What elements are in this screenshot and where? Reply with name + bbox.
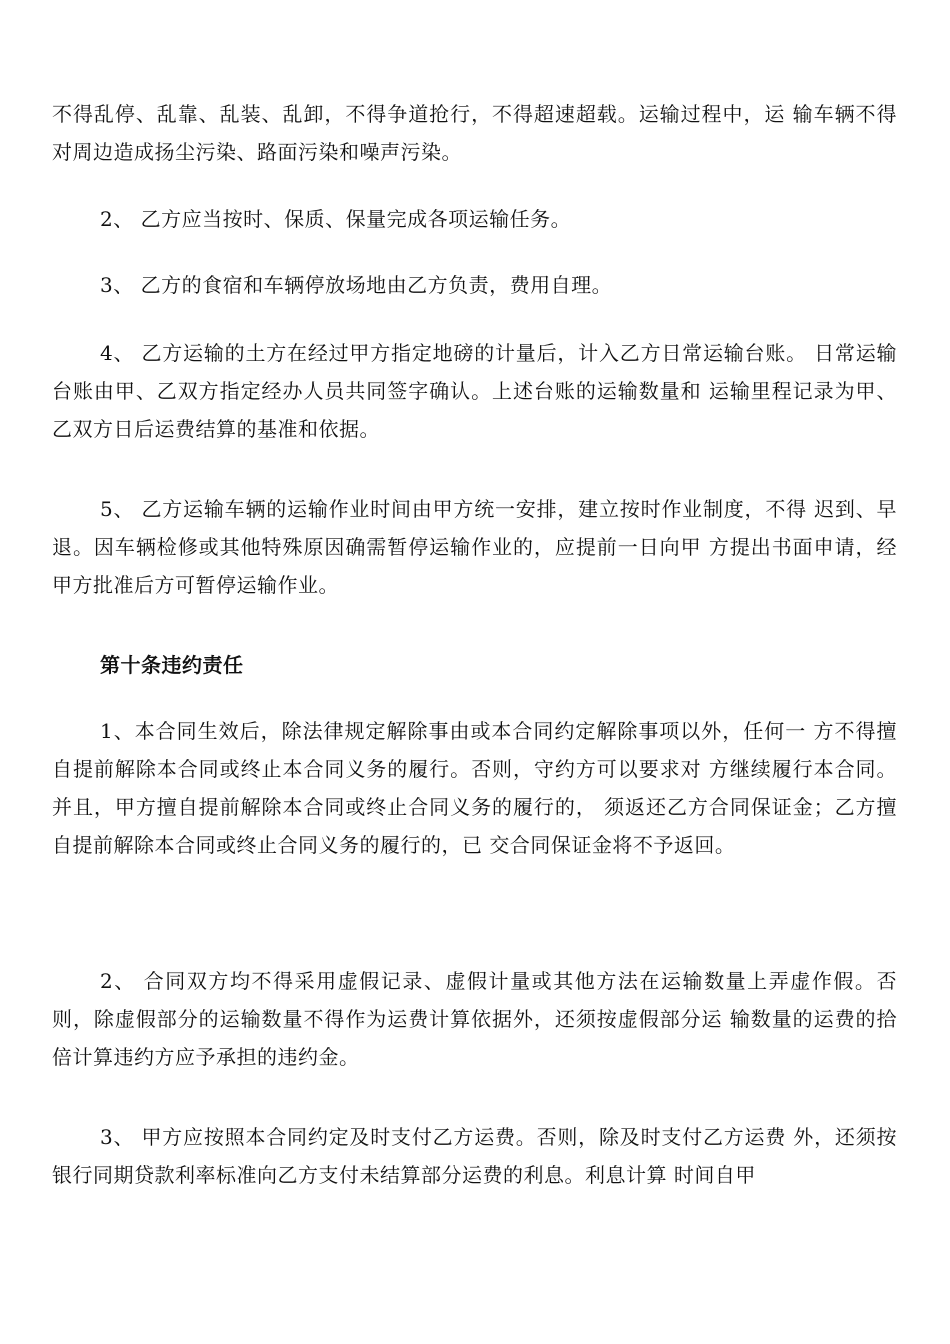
paragraph-item-3: 3、 乙方的食宿和车辆停放场地由乙方负责，费用自理。 <box>100 273 613 297</box>
section-heading-article-10: 第十条违约责任 <box>100 653 244 677</box>
paragraph-item-4: 4、 乙方运输的土方在经过甲方指定地磅的计量后，计入乙方日常运输台账。 日常运输台账由甲、乙双方指定经办人员共同签字确认。上述台账的运输数量和 运输里程记录为甲、乙双方日后运费结算的基准和依据。 <box>52 341 897 441</box>
paragraph-liability-1: 1、本合同生效后，除法律规定解除事由或本合同约定解除事项以外，任何一 方不得擅自提前解除本合同或终止本合同义务的履行。否则，守约方可以要求对 方继续履行本合同。并且，甲方擅自提前解除本合同或终止合同义务的履行的， 须返还乙方合同保证金；乙方擅自提前解除本合同或终止合同义务的履行的，已 交合同保证金将不予返回。 <box>52 719 897 857</box>
paragraph-liability-3: 3、 甲方应按照本合同约定及时支付乙方运费。否则，除及时支付乙方运费 外，还须按银行同期贷款利率标准向乙方支付未结算部分运费的利息。利息计算 时间自甲 <box>52 1125 897 1187</box>
paragraph-item-5: 5、 乙方运输车辆的运输作业时间由甲方统一安排，建立按时作业制度，不得 迟到、早退。因车辆检修或其他特殊原因确需暂停运输作业的，应提前一日向甲 方提出书面申请，经甲方批准后方可暂停运输作业。 <box>52 497 897 597</box>
paragraph-transport-rules: 不得乱停、乱靠、乱装、乱卸，不得争道抢行，不得超速超载。运输过程中，运 输车辆不得对周边造成扬尘污染、路面污染和噪声污染。 <box>52 102 897 164</box>
paragraph-item-2: 2、 乙方应当按时、保质、保量完成各项运输任务。 <box>100 207 572 231</box>
paragraph-liability-2: 2、 合同双方均不得采用虚假记录、虚假计量或其他方法在运输数量上弄虚作假。否则，除虚假部分的运输数量不得作为运费计算依据外，还须按虚假部分运 输数量的运费的拾倍计算违约方应予承担的违约金。 <box>52 969 897 1069</box>
